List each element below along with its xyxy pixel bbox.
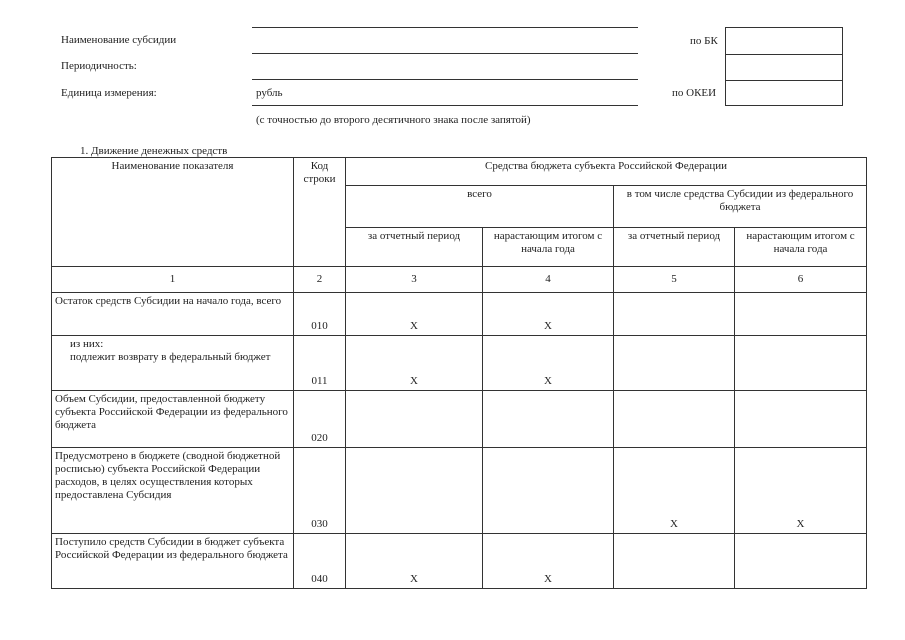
column-numbers-row: [52, 267, 867, 293]
subsidy-name-top-rule: [252, 27, 638, 28]
section-title: 1. Движение денежных средств: [80, 145, 228, 157]
table-row: [52, 534, 867, 589]
value-cell: [346, 448, 483, 534]
table-row: [52, 293, 867, 336]
indicator-name-header: Наименование показателя: [52, 158, 294, 267]
indicator-name: Объем Субсидии, предоставленной бюджету субъекта Российской Федерации из федерального бюджета: [52, 391, 294, 448]
cash-flow-table: [51, 157, 867, 589]
column-number: 4: [483, 267, 614, 293]
value-cell: X: [346, 336, 483, 391]
value-cell: X: [614, 448, 735, 534]
federal-cumulative-header: нарастающим итогом с начала года: [735, 228, 867, 267]
indicator-name: Остаток средств Субсидии на начало года, всего: [52, 293, 294, 336]
value-cell: [483, 391, 614, 448]
unit-label: Единица измерения:: [61, 87, 157, 99]
value-cell: X: [346, 534, 483, 589]
column-number: 1: [52, 267, 294, 293]
indicator-name: Поступило средств Субсидии в бюджет субъекта Российской Федерации из федерального бюджета: [52, 534, 294, 589]
budget-funds-header: Средства бюджета субъекта Российской Федерации: [346, 158, 867, 186]
value-cell: X: [483, 336, 614, 391]
value-cell: [735, 534, 867, 589]
total-period-header: за отчетный период: [346, 228, 483, 267]
value-cell: X: [483, 534, 614, 589]
table-row: [52, 448, 867, 534]
value-cell: [735, 391, 867, 448]
bk-code-cell: [726, 28, 842, 54]
value-cell: [614, 336, 735, 391]
total-header: всего: [346, 186, 614, 228]
okei-code-cell: [726, 80, 842, 106]
federal-period-header: за отчетный период: [614, 228, 735, 267]
unit-field-line: [252, 105, 638, 106]
periodicity-label: Периодичность:: [61, 60, 137, 72]
codes-box: [725, 27, 843, 106]
value-cell: [614, 534, 735, 589]
row-code: 030: [294, 448, 346, 534]
row-code: 040: [294, 534, 346, 589]
row-code-header: Код строки: [294, 158, 346, 267]
bk-label: по БК: [690, 35, 718, 47]
value-cell: [735, 293, 867, 336]
value-cell: [483, 448, 614, 534]
table-row: [52, 336, 867, 391]
value-cell: [735, 336, 867, 391]
value-cell: [614, 391, 735, 448]
value-cell: X: [346, 293, 483, 336]
value-cell: [346, 391, 483, 448]
blank-code-cell: [726, 54, 842, 80]
okei-label: по ОКЕИ: [672, 87, 717, 99]
value-cell: X: [735, 448, 867, 534]
column-number: 3: [346, 267, 483, 293]
indicator-name: из них: подлежит возврату в федеральный бюджет: [52, 336, 294, 391]
total-cumulative-header: нарастающим итогом с начала года: [483, 228, 614, 267]
row-code: 011: [294, 336, 346, 391]
unit-value: рубль: [256, 87, 283, 99]
row-code: 020: [294, 391, 346, 448]
column-number: 5: [614, 267, 735, 293]
indicator-name: Предусмотрено в бюджете (сводной бюджетной росписью) субъекта Российской Федерации расходов, в целях осуществления которых предоставлена Субсидия: [52, 448, 294, 534]
value-cell: [614, 293, 735, 336]
subsidy-name-label: Наименование субсидии: [61, 34, 177, 46]
column-number: 6: [735, 267, 867, 293]
precision-note: (с точностью до второго десятичного знака после запятой): [256, 114, 531, 126]
value-cell: X: [483, 293, 614, 336]
subsidy-name-field-line: [252, 53, 638, 54]
federal-subsidy-header: в том числе средства Субсидии из федерального бюджета: [614, 186, 867, 228]
table-row: [52, 391, 867, 448]
column-number: 2: [294, 267, 346, 293]
periodicity-field-line: [252, 79, 638, 80]
row-code: 010: [294, 293, 346, 336]
